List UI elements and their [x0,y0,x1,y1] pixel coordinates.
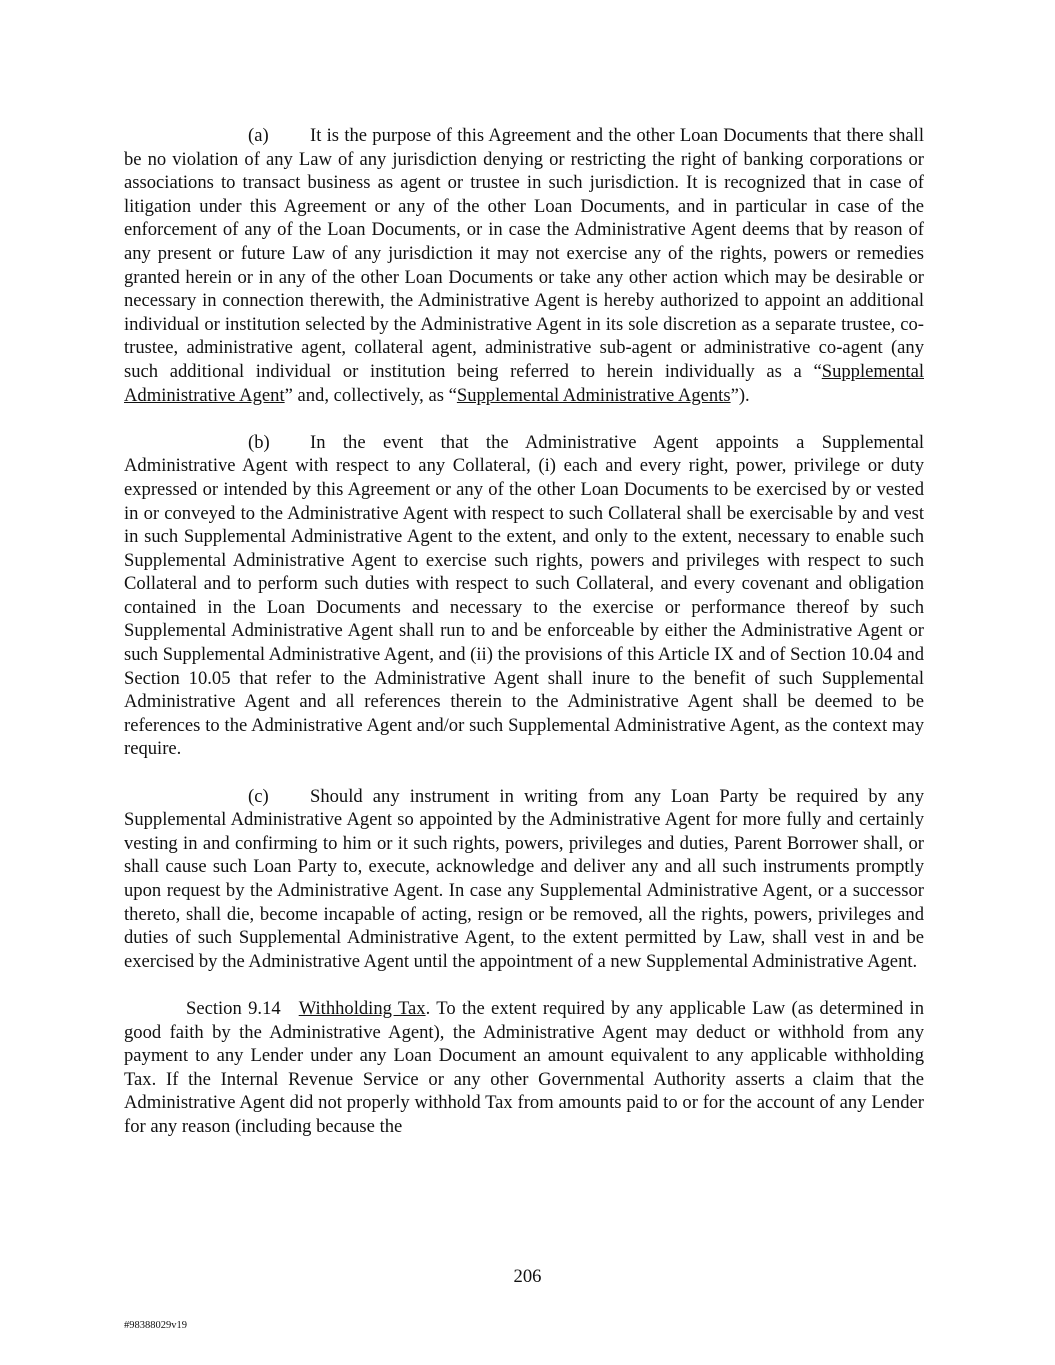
section-number: Section 9.14 [186,997,281,1019]
section-heading-period: . [425,997,431,1019]
section-9-14 [124,997,924,1139]
paragraph-a-middle: ” and, collectively, as “ [284,384,457,406]
paragraph-c [124,785,924,974]
section-heading: Withholding Tax [298,997,426,1019]
page-number: 206 [513,1266,542,1287]
paragraph-c-label: (c) [248,785,269,807]
paragraph-a-end: ”). [730,384,750,406]
paragraph-b-label: (b) [248,431,270,453]
paragraph-b-text: In the event that the Administrative Agent appoints a Supplemental Administrative Agent with respect to any Collateral, (i) each and every right, power, privilege or duty expressed or intended by this Agreement or any of the other Loan Documents to be exercised by or vested in or conveyed to the Administrative Agent with respect to such Collateral shall be exercisable by and vest in such Supplemental Administrative Agent to the extent, and only to the extent, necessary to enable such Supplemental Administrative Agent to exercise such rights, powers and privileges with respect to such Collateral and to perform such duties with respect to such Collateral, and every covenant and obligation contained in the Loan Documents and necessary to the exercise or performance thereof by such Supplemental Administrative Agent shall run to and be enforceable by either the Administrative Agent or such Supplemental Administrative Agent, and (ii) the provisions of this Article IX and of Section 10.04 and Section 10.05 that refer to the Administrative Agent shall inure to the benefit of such Supplemental Administrative Agent and all references therein to the Administrative Agent shall be deemed to be references to the Administrative Agent and/or such Supplemental Administrative Agent, as the context may require. [124,431,924,760]
body-text [124,124,924,1162]
section-text: To the extent required by any applicable Law (as determined in good faith by the Administrative Agent), the Administrative Agent may deduct or withhold from any payment to any Lender under any Loan Document an amount equivalent to any applicable withholding Tax. If the Internal Revenue Service or any other Governmental Authority asserts a claim that the Administrative Agent did not properly withhold Tax from amounts paid to or for the account of any Lender for any reason (including because the [124,997,925,1137]
paragraph-a [124,124,924,407]
paragraph-a-label: (a) [248,125,269,146]
defined-term-supplemental-administrative-agents: Supplemental Administrative Agents [456,384,731,406]
paragraph-b [124,431,924,761]
document-id: #98388029v19 [124,1320,187,1331]
paragraph-a-text: It is the purpose of this Agreement and the other Loan Documents that there shall be no violation of any Law of any jurisdiction denying or restricting the right of banking corporations or associations to transact business as agent or trustee in such jurisdiction. It is recognized that in case of litigation under this Agreement or any of the other Loan Documents, and in particular in case of the enforcement of any of the Loan Documents, or in case the Administrative Agent deems that by reason of any present or future Law of any jurisdiction it may not exercise any of the rights, powers or remedies granted herein or in any of the other Loan Documents or take any other action which may be desirable or necessary in connection therewith, the Administrative Agent is hereby authorized to appoint an additional individual or institution selected by the Administrative Agent in its sole discretion as a separate trustee, co-trustee, administrative agent, collateral agent, administrative sub-agent or administrative co-agent (any such additional individual or institution being referred to herein individually as a “ [124,125,924,382]
defined-term-supplemental-administrative-agent: Supplemental Administrative Agent [124,360,924,406]
paragraph-c-text: Should any instrument in writing from any Loan Party be required by any Supplemental Administrative Agent so appointed by the Administrative Agent for more fully and certainly vesting in and confirming to him or it such rights, powers, privileges and duties, Parent Borrower shall, or shall cause such Loan Party to, execute, acknowledge and deliver any and all such instruments promptly upon request by the Administrative Agent. In case any Supplemental Administrative Agent, or a successor thereto, shall die, become incapable of acting, resign or be removed, all the rights, powers, privileges and duties of such Supplemental Administrative Agent, to the extent permitted by Law, shall vest in and be exercised by the Administrative Agent until the appointment of a new Supplemental Administrative Agent. [124,785,924,972]
